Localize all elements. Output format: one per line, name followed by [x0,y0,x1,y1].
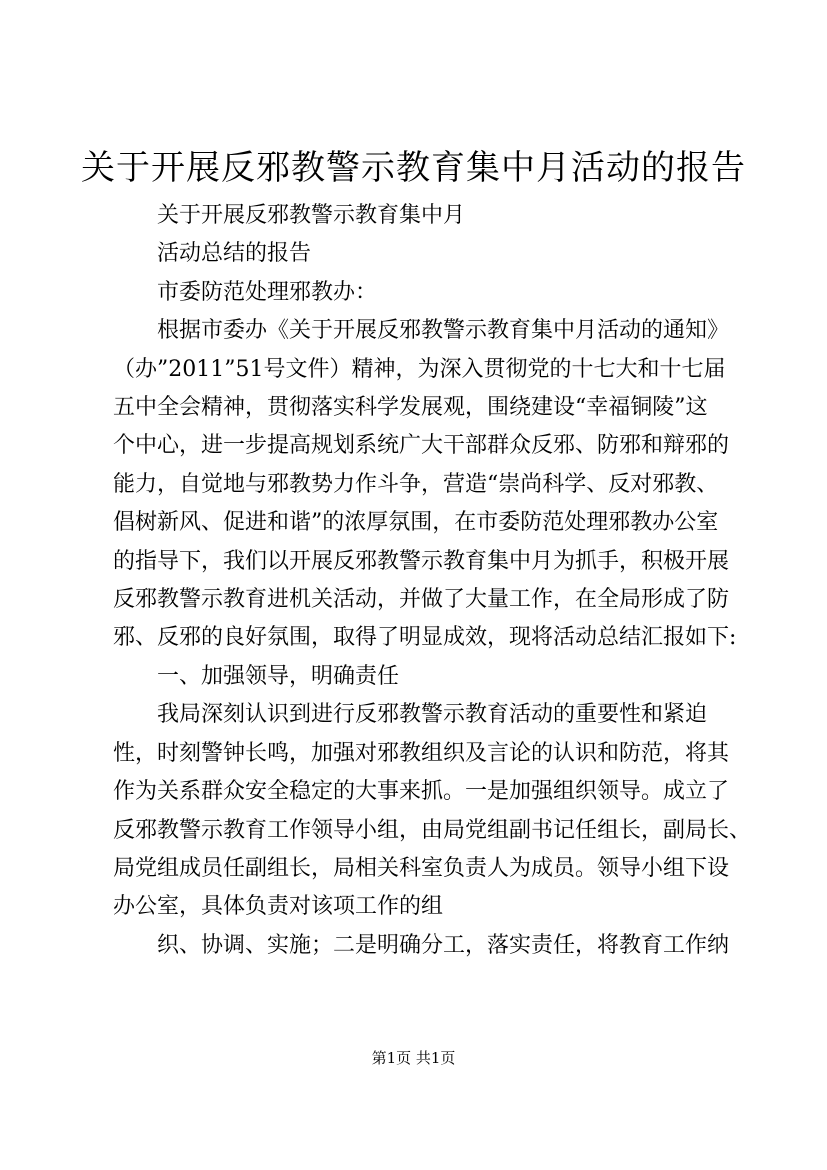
body-line: 性，时刻警钟长鸣，加强对邪教组织及言论的认识和防范，将其 [113,740,730,766]
page-footer: 第1页 共1页 [371,1049,456,1067]
body-line: 反邪教警示教育工作领导小组，由局党组副书记任组长，副局长、 [113,817,752,843]
body-line: 倡树新风、促进和谐”的浓厚氛围，在市委防范处理邪教办公室 [113,510,719,536]
body-line: 的指导下，我们以开展反邪教警示教育集中月为抓手，积极开展 [113,548,730,574]
body-line: 能力，自觉地与邪教势力作斗争，营造“崇尚科学、反对邪教、 [113,471,719,497]
document-body [113,197,752,965]
body-line: 反邪教警示教育进机关活动，并做了大量工作，在全局形成了防 [113,587,730,613]
body-line: 织、协调、实施；二是明确分工，落实责任，将教育工作纳 [157,932,730,958]
body-line: 局党组成员任副组长，局相关科室负责人为成员。领导小组下设 [113,855,730,881]
body-line: 作为关系群众安全稳定的大事来抓。一是加强组织领导。成立了 [113,779,730,805]
body-line: 根据市委办《关于开展反邪教警示教育集中月活动的通知》 [157,318,730,344]
body-line: 市委防范处理邪教办： [157,279,378,305]
body-line: 个中心，进一步提高规划系统广大干部群众反邪、防邪和辩邪的 [113,433,730,459]
body-line: 办公室，具体负责对该项工作的组 [113,894,444,920]
body-line: 邪、反邪的良好氛围，取得了明显成效，现将活动总结汇报如下: [113,625,737,651]
body-line: 关于开展反邪教警示教育集中月 [157,203,466,228]
body-line: 活动总结的报告 [157,241,312,267]
body-line: （办”2011”51号文件）精神，为深入贯彻党的十七大和十七届 [113,356,726,382]
body-line: 一、加强领导，明确责任 [157,663,400,689]
body-line: 五中全会精神，贯彻落实科学发展观，围绕建设“幸福铜陵”这 [113,395,708,421]
document-title: 关于开展反邪教警示教育集中月活动的报告 [81,148,746,188]
body-line: 我局深刻认识到进行反邪教警示教育活动的重要性和紧迫 [157,702,708,728]
